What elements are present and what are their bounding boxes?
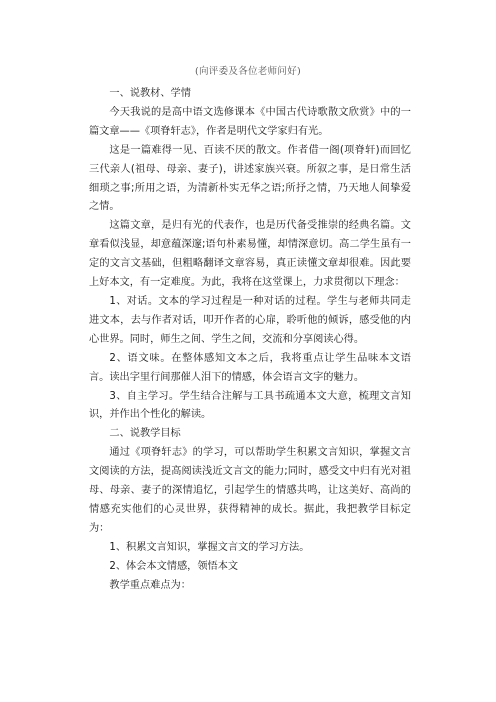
paragraph-intro: 今天我说的是高中语文选修课本《中国古代诗歌散文欣赏》中的一篇文章——《项脊轩志》，作者是明代文学家归有光。 [89, 106, 411, 137]
list-item-self-study: 3、自主学习。学生结合注解与工具书疏通本文大意，梳理文言知识，并作出个性化的解读。 [89, 390, 411, 421]
objective-item-1: 1、积累文言知识，掌握文言文的学习方法。 [109, 541, 310, 553]
paragraph-representative-work: 这篇文章，是归有光的代表作，也是历代备受推崇的经典名篇。文章看似浅显，却意蕴深邃;语句朴素易懂，却情深意切。高二学生虽有一定的文言文基础，但粗略翻译文章容易，真正读懂文章却很难。因此要上好本文，有一定难度。为此，我将在这堂课上，力求贯彻以下理念： [89, 220, 411, 289]
header-note: (向评委及各位老师问好) [194, 66, 301, 77]
section-heading-objectives: 二、说教学目标 [109, 428, 181, 440]
objective-item-2: 2、体会本文情感，领悟本文 [109, 560, 239, 572]
paragraph-objectives: 通过《项脊轩志》的学习，可以帮助学生积累文言知识，掌握文言文阅读的方法，提高阅读浅近文言文的能力;同时，感受文中归有光对祖母、母亲、妻子的深情追忆，引起学生的情感共鸣，让这美好、高尚的情感充实他们的心灵世界，获得精神的成长。据此，我把教学目标定为： [89, 447, 411, 534]
paragraph-prose-description: 这是一篇难得一见、百读不厌的散文。作者借一阁(项脊轩)而回忆三代亲人(祖母、母亲、妻子)，讲述家族兴衰。所叙之事，是日常生活细琐之事;所用之语，为清新朴实无华之语;所抒之情，乃天地人间挚爱之情。 [89, 144, 411, 213]
list-item-dialogue: 1、对话。文本的学习过程是一种对话的过程。学生与老师共同走进文本，去与作者对话，叩开作者的心扉，聆听他的倾诉，感受他的内心世界。同时，师生之间、学生之间，交流和分享阅读心得。 [89, 295, 411, 345]
section-heading-textbook: 一、说教材、学情 [109, 88, 191, 99]
list-item-language-flavor: 2、语文味。在整体感知文本之后，我将重点让学生品味本文语言。读出字里行间那催人泪下的情感，体会语言文字的魅力。 [89, 352, 411, 383]
key-points-label: 教学重点难点为： [109, 579, 191, 591]
body-text [89, 85, 411, 595]
